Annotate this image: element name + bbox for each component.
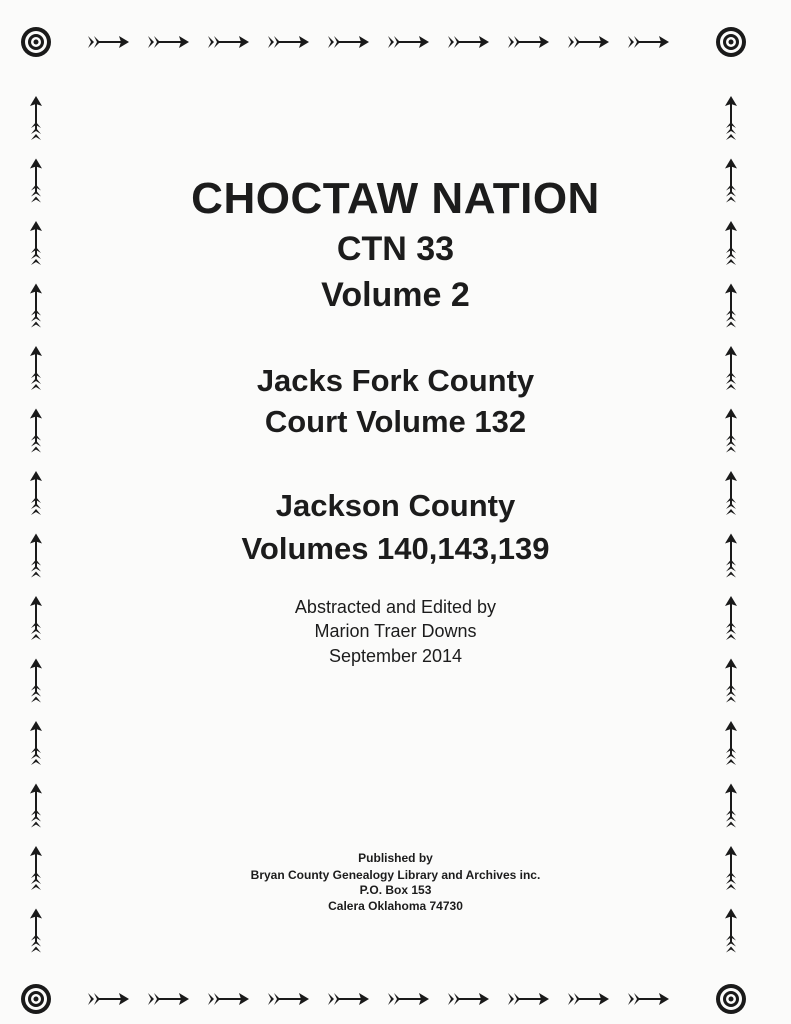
concentric-target-icon [21, 984, 51, 1014]
publication-date: September 2014 [328, 646, 463, 666]
section-2-line-2: Volumes 140,143,139 [241, 531, 550, 566]
section-1-line-2: Court Volume 132 [264, 404, 527, 439]
arrow-right-icon [148, 36, 189, 48]
publisher-name: Bryan County Genealogy Library and Archives inc. [250, 868, 541, 882]
arrow-up-icon [30, 721, 42, 765]
arrow-up-icon [30, 96, 42, 140]
publisher-city: Calera Oklahoma 74730 [328, 899, 463, 913]
section-1-line-1: Jacks Fork County [256, 363, 535, 398]
publisher-heading: Published by [358, 851, 433, 865]
arrow-right-icon [328, 36, 369, 48]
series-label: CTN 33 [336, 230, 455, 268]
concentric-target-icon [21, 27, 51, 57]
arrow-right-icon [448, 36, 489, 48]
arrow-right-icon [88, 993, 129, 1005]
arrow-right-icon [268, 993, 309, 1005]
arrow-right-icon [328, 993, 369, 1005]
arrow-up-icon [725, 784, 737, 828]
arrow-right-icon [388, 993, 429, 1005]
document-title: CHOCTAW NATION [191, 174, 600, 223]
arrow-up-icon [725, 909, 737, 953]
arrow-right-icon [208, 993, 249, 1005]
section-2-line-1: Jackson County [275, 488, 516, 523]
volume-label: Volume 2 [321, 276, 470, 314]
arrow-right-icon [628, 36, 669, 48]
arrow-right-icon [88, 36, 129, 48]
arrow-right-icon [568, 993, 609, 1005]
author-name: Marion Traer Downs [314, 621, 477, 641]
arrow-right-icon [208, 36, 249, 48]
arrow-up-icon [725, 96, 737, 140]
arrow-right-icon [568, 36, 609, 48]
arrow-right-icon [628, 993, 669, 1005]
arrow-right-icon [268, 36, 309, 48]
publisher-po-box: P.O. Box 153 [359, 883, 432, 897]
arrow-right-icon [148, 993, 189, 1005]
arrow-right-icon [508, 36, 549, 48]
concentric-target-icon [716, 984, 746, 1014]
arrow-up-icon [725, 721, 737, 765]
arrow-up-icon [30, 909, 42, 953]
arrow-right-icon [388, 36, 429, 48]
concentric-target-icon [716, 27, 746, 57]
arrow-up-icon [30, 784, 42, 828]
arrow-right-icon [508, 993, 549, 1005]
credit-line: Abstracted and Edited by [294, 597, 497, 617]
arrow-right-icon [448, 993, 489, 1005]
